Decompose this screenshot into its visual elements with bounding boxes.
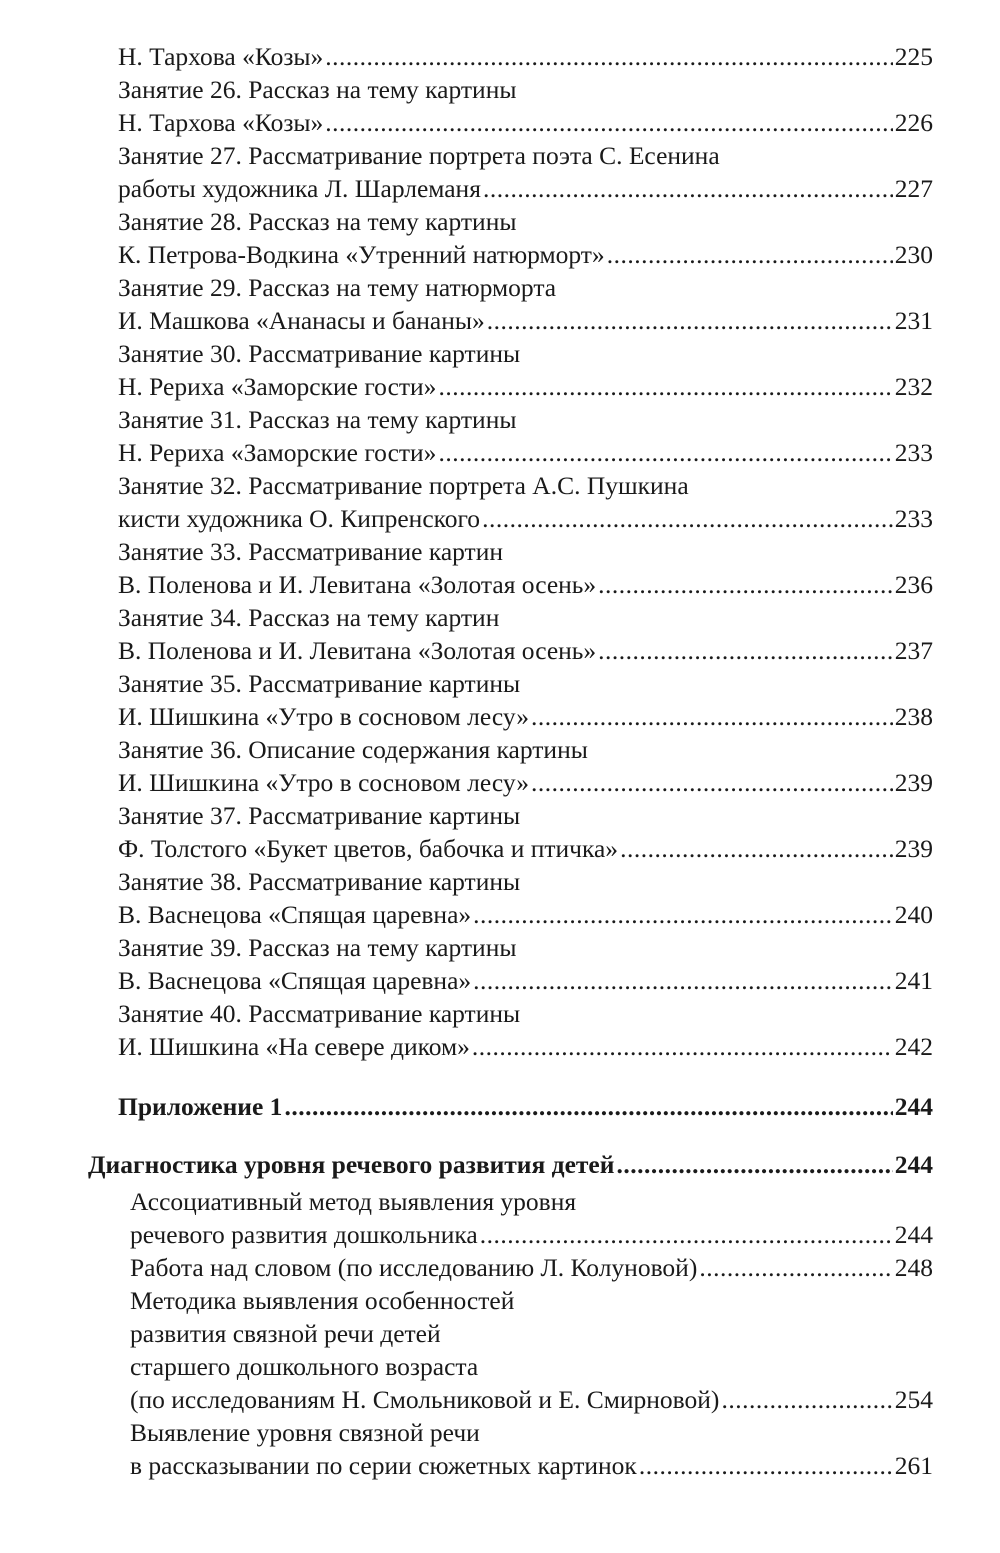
toc-entry-title: Занятие 36. Описание содержания картины bbox=[118, 735, 588, 764]
leader-dots bbox=[325, 40, 892, 73]
appendix-page: 244 bbox=[894, 1092, 933, 1121]
toc-entry-text: Н. Рериха «Заморские гости» bbox=[118, 438, 437, 467]
leader-dots bbox=[473, 964, 893, 997]
toc-entry-text: И. Шишкина «На севере диком» bbox=[118, 1032, 470, 1061]
appendix-title: Приложение 1 bbox=[118, 1092, 283, 1121]
toc-entry-text: работы художника Л. Шарлеманя bbox=[118, 174, 481, 203]
diagnostics-title: Диагностика уровня речевого развития детей bbox=[88, 1150, 615, 1179]
toc-entry-page: 231 bbox=[894, 306, 933, 335]
toc-entry-page: 232 bbox=[894, 372, 933, 401]
diag-entry-title: развития связной речи детей bbox=[130, 1319, 441, 1348]
toc-entry bbox=[118, 370, 933, 403]
leader-dots bbox=[438, 370, 892, 403]
toc-entry-page: 233 bbox=[894, 438, 933, 467]
leader-dots bbox=[480, 1218, 893, 1251]
toc-entry bbox=[118, 700, 933, 733]
toc-entry-page: 238 bbox=[894, 702, 933, 731]
leader-dots bbox=[639, 1449, 893, 1482]
diagnostics-heading bbox=[88, 1148, 933, 1181]
toc-entry-page: 236 bbox=[894, 570, 933, 599]
toc-entry-page: 230 bbox=[894, 240, 933, 269]
toc-entry-title: Занятие 31. Рассказ на тему картины bbox=[118, 405, 517, 434]
toc-entry bbox=[118, 40, 933, 73]
toc-entry bbox=[118, 766, 933, 799]
toc-entry-page: 242 bbox=[894, 1032, 933, 1061]
diag-entry bbox=[130, 1383, 933, 1416]
toc-entry-text: В. Васнецова «Спящая царевна» bbox=[118, 900, 472, 929]
toc-entry-text: Ф. Толстого «Букет цветов, бабочка и птичка» bbox=[118, 834, 619, 863]
toc-entry bbox=[118, 106, 933, 139]
toc-entry-page: 239 bbox=[894, 768, 933, 797]
diag-entry-page: 244 bbox=[894, 1220, 933, 1249]
toc-entry-title: Занятие 35. Рассматривание картины bbox=[118, 669, 521, 698]
toc-entry-page: 233 bbox=[894, 504, 933, 533]
leader-dots bbox=[616, 1148, 892, 1181]
leader-dots bbox=[284, 1090, 892, 1123]
toc-entry-title: Занятие 30. Рассматривание картины bbox=[118, 339, 521, 368]
leader-dots bbox=[472, 1030, 893, 1063]
toc-entry-text: И. Шишкина «Утро в сосновом лесу» bbox=[118, 768, 529, 797]
toc-entry bbox=[118, 238, 933, 271]
diagnostics-page: 244 bbox=[894, 1150, 933, 1179]
toc-entry bbox=[118, 832, 933, 865]
toc-entry-page: 240 bbox=[894, 900, 933, 929]
toc-entry-text: кисти художника О. Кипренского bbox=[118, 504, 481, 533]
leader-dots bbox=[620, 832, 893, 865]
leader-dots bbox=[699, 1251, 892, 1284]
diag-entry bbox=[130, 1449, 933, 1482]
toc-entry bbox=[118, 502, 933, 535]
toc-entry-title: Занятие 29. Рассказ на тему натюрморта bbox=[118, 273, 557, 302]
toc-entry-text: И. Машкова «Ананасы и бананы» bbox=[118, 306, 485, 335]
diag-entry-page: 248 bbox=[894, 1253, 933, 1282]
toc-entry-page: 239 bbox=[894, 834, 933, 863]
leader-dots bbox=[438, 436, 892, 469]
diag-entry-text: речевого развития дошкольника bbox=[130, 1220, 478, 1249]
appendix-heading bbox=[118, 1090, 933, 1123]
toc-entry-text: Н. Тархова «Козы» bbox=[118, 42, 324, 71]
toc-entry-page: 227 bbox=[894, 174, 933, 203]
toc-entry-page: 226 bbox=[894, 108, 933, 137]
leader-dots bbox=[325, 106, 892, 139]
toc-entry-page: 237 bbox=[894, 636, 933, 665]
toc-entry-title: Занятие 38. Рассматривание картины bbox=[118, 867, 521, 896]
toc-entry-text: К. Петрова-Водкина «Утренний натюрморт» bbox=[118, 240, 605, 269]
toc-entry-text: Н. Тархова «Козы» bbox=[118, 108, 324, 137]
leader-dots bbox=[598, 568, 893, 601]
leader-dots bbox=[487, 304, 893, 337]
diag-entry bbox=[130, 1251, 933, 1284]
toc-entry bbox=[118, 1030, 933, 1063]
toc-entry-title: Занятие 28. Рассказ на тему картины bbox=[118, 207, 517, 236]
toc-entry-text: И. Шишкина «Утро в сосновом лесу» bbox=[118, 702, 529, 731]
leader-dots bbox=[531, 700, 893, 733]
toc-entry-title: Занятие 37. Рассматривание картины bbox=[118, 801, 521, 830]
toc-entry-title: Занятие 32. Рассматривание портрета А.С. Пушкина bbox=[118, 471, 689, 500]
toc-entry-title: Занятие 39. Рассказ на тему картины bbox=[118, 933, 517, 962]
diag-entry-page: 254 bbox=[894, 1385, 933, 1414]
toc-entry bbox=[118, 964, 933, 997]
toc-entry bbox=[118, 634, 933, 667]
leader-dots bbox=[598, 634, 893, 667]
toc-entry-page: 225 bbox=[894, 42, 933, 71]
diag-entry-text: (по исследованиям Н. Смольниковой и Е. Смирновой) bbox=[130, 1385, 720, 1414]
diag-entry-title: старшего дошкольного возраста bbox=[130, 1352, 479, 1381]
diag-entry-text: Работа над словом (по исследованию Л. Колуновой) bbox=[130, 1253, 698, 1282]
toc-entry-text: В. Поленова и И. Левитана «Золотая осень» bbox=[118, 570, 597, 599]
diag-entry-title: Ассоциативный метод выявления уровня bbox=[130, 1187, 577, 1216]
toc-entry bbox=[118, 172, 933, 205]
diag-entry-title: Методика выявления особенностей bbox=[130, 1286, 515, 1315]
leader-dots bbox=[473, 898, 893, 931]
toc-entry-text: В. Поленова и И. Левитана «Золотая осень» bbox=[118, 636, 597, 665]
diag-entry-title: Выявление уровня связной речи bbox=[130, 1418, 480, 1447]
leader-dots bbox=[482, 502, 893, 535]
diag-entry bbox=[130, 1218, 933, 1251]
leader-dots bbox=[607, 238, 893, 271]
leader-dots bbox=[721, 1383, 892, 1416]
toc-entry-text: В. Васнецова «Спящая царевна» bbox=[118, 966, 472, 995]
toc-entry-text: Н. Рериха «Заморские гости» bbox=[118, 372, 437, 401]
toc-entry-page: 241 bbox=[894, 966, 933, 995]
toc-entry-title: Занятие 26. Рассказ на тему картины bbox=[118, 75, 517, 104]
toc-entry bbox=[118, 436, 933, 469]
toc-entry-title: Занятие 33. Рассматривание картин bbox=[118, 537, 503, 566]
diag-entry-page: 261 bbox=[894, 1451, 933, 1480]
toc-entry-title: Занятие 27. Рассматривание портрета поэта С. Есенина bbox=[118, 141, 720, 170]
toc-entry bbox=[118, 898, 933, 931]
toc-entry bbox=[118, 304, 933, 337]
toc-entry bbox=[118, 568, 933, 601]
leader-dots bbox=[483, 172, 893, 205]
leader-dots bbox=[531, 766, 893, 799]
diag-entry-text: в рассказывании по серии сюжетных картинок bbox=[130, 1451, 637, 1480]
toc-entry-title: Занятие 40. Рассматривание картины bbox=[118, 999, 521, 1028]
toc-entry-title: Занятие 34. Рассказ на тему картин bbox=[118, 603, 500, 632]
